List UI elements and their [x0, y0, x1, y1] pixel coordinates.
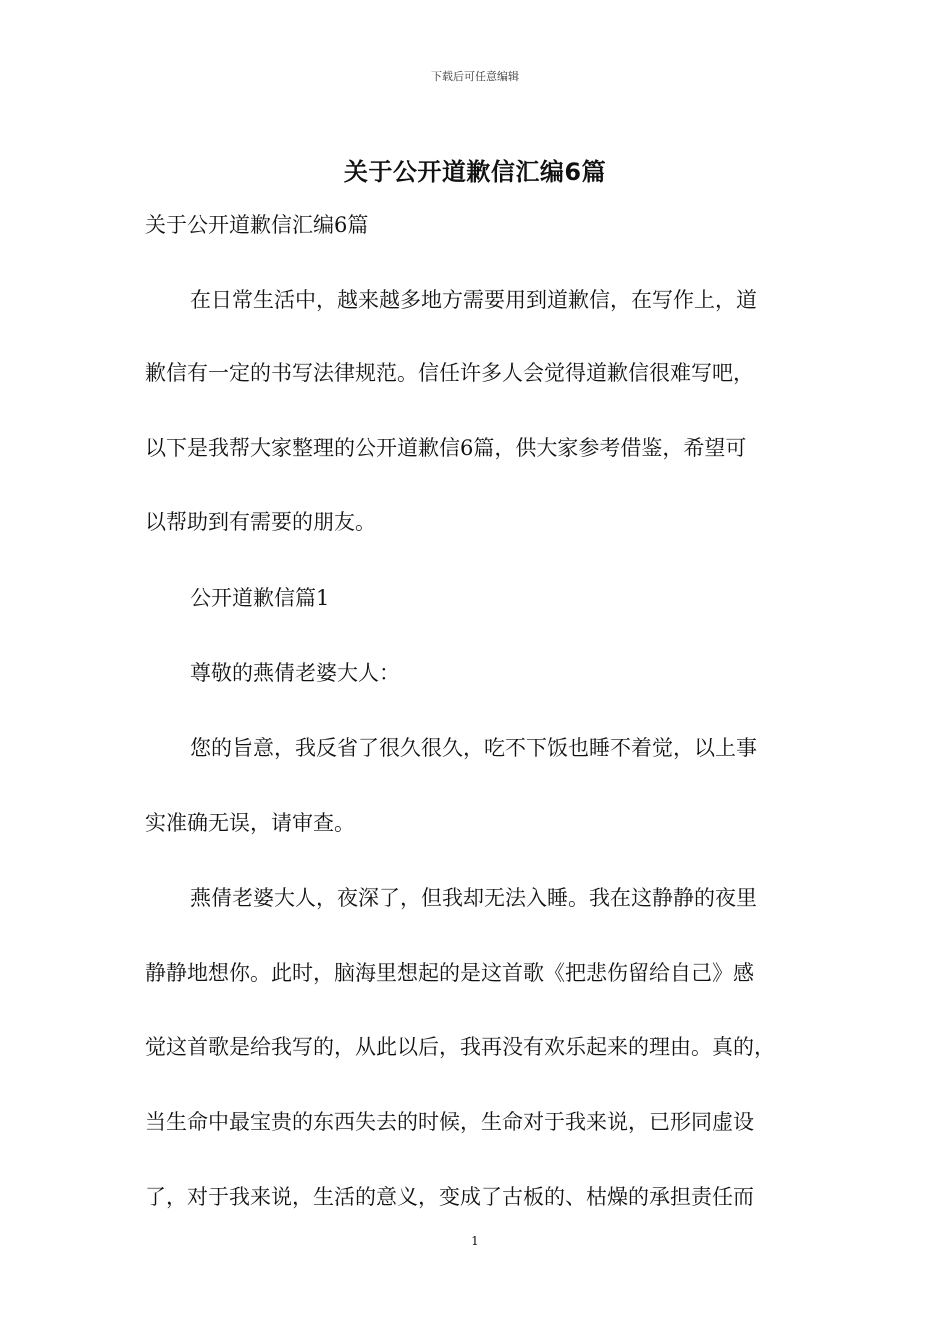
section-heading: 公开道歉信篇1: [190, 586, 330, 610]
subtitle-line: 关于公开道歉信汇编6篇: [145, 213, 369, 237]
document-title: 关于公开道歉信汇编6篇: [343, 158, 607, 186]
paragraph-line: 了，对于我来说，生活的意义，变成了古板的、枯燥的承担责任而: [145, 1185, 754, 1209]
paragraph-line: 在日常生活中，越来越多地方需要用到道歉信，在写作上，道: [190, 288, 757, 312]
paragraph-line: 以下是我帮大家整理的公开道歉信6篇，供大家参考借鉴，希望可: [145, 436, 747, 460]
paragraph-line: 静静地想你。此时，脑海里想起的是这首歌《把悲伤留给自己》感: [145, 961, 754, 985]
paragraph-line: 当生命中最宝贵的东西失去的时候，生命对于我来说，已形同虚设: [145, 1110, 754, 1134]
paragraph-line: 歉信有一定的书写法律规范。信任许多人会觉得道歉信很难写吧，: [145, 361, 754, 385]
paragraph-line: 觉这首歌是给我写的，从此以后，我再没有欢乐起来的理由。真的，: [145, 1035, 775, 1059]
header-note: 下载后可任意编辑: [431, 70, 519, 83]
paragraph-line: 您的旨意，我反省了很久很久，吃不下饭也睡不着觉，以上事: [190, 736, 757, 760]
page-number: 1: [471, 1234, 479, 1248]
salutation-line: 尊敬的燕倩老婆大人：: [190, 661, 400, 685]
paragraph-line: 以帮助到有需要的朋友。: [145, 510, 376, 534]
paragraph-line: 实准确无误，请审查。: [145, 811, 355, 835]
paragraph-line: 燕倩老婆大人，夜深了，但我却无法入睡。我在这静静的夜里: [190, 886, 757, 910]
